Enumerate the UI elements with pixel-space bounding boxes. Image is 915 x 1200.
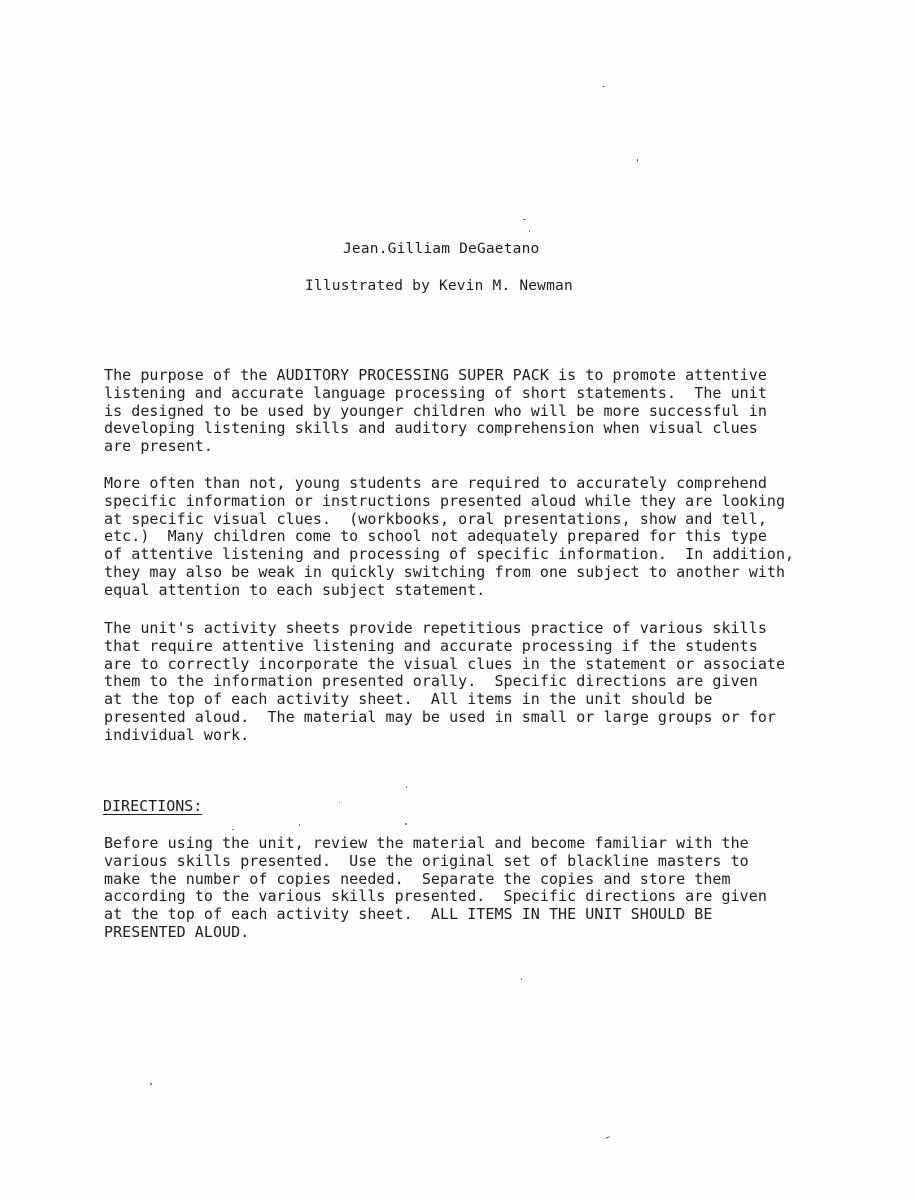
scan-speck [523, 219, 526, 220]
scan-speck [529, 230, 530, 232]
directions-heading: DIRECTIONS: [103, 797, 203, 815]
paragraph-line: make the number of copies needed. Separate the copies and store them [104, 869, 731, 888]
scan-speck [299, 824, 300, 826]
paragraph-line: are to correctly incorporate the visual clues in the statement or associate [104, 654, 786, 673]
paragraph-line: More often than not, young students are required to accurately comprehend [104, 474, 767, 492]
scan-speck [637, 159, 638, 162]
scan-speck [406, 786, 407, 788]
paragraph-line: The unit's activity sheets provide repetitious practice of various skills [104, 619, 767, 637]
paragraph-line: listening and accurate language processing of short statements. The unit [104, 383, 767, 402]
scan-speck [405, 823, 407, 825]
paragraph-line: they may also be weak in quickly switching from one subject to another with [104, 562, 786, 581]
paragraph-background [104, 475, 794, 600]
paragraph-line: PRESENTED ALOUD. [104, 922, 250, 941]
scan-speck [605, 1136, 610, 1139]
paragraph-activity-sheets [104, 620, 785, 745]
illustrator-credit: Illustrated by Kevin M. Newman [305, 278, 573, 294]
paragraph-line: at specific visual clues. (workbooks, oral presentations, show and tell, [104, 509, 767, 528]
paragraph-line: of attentive listening and processing of specific information. In addition, [104, 545, 795, 564]
paragraph-line: The purpose of the AUDITORY PROCESSING SUPER PACK is to promote attentive [104, 366, 767, 384]
paragraph-line: individual work. [104, 725, 250, 744]
author-credit: Jean.Gilliam DeGaetano [343, 241, 540, 257]
scan-speck [232, 829, 234, 830]
paragraph-line: etc.) Many children come to school not adequately prepared for this type [104, 527, 767, 546]
scan-speck [150, 1083, 152, 1085]
paragraph-line: them to the information presented orally. Specific directions are given [104, 672, 758, 691]
paragraph-line: is designed to be used by younger children who will be more successful in [104, 401, 767, 420]
paragraph-line: equal attention to each subject statement. [104, 580, 486, 599]
paragraph-line: at the top of each activity sheet. ALL ITEMS IN THE UNIT SHOULD BE [104, 905, 713, 924]
paragraph-line: that require attentive listening and accurate processing if the students [104, 636, 758, 655]
paragraph-line: according to the various skills presented. Specific directions are given [104, 887, 767, 906]
paragraph-line: presented aloud. The material may be used in small or large groups or for [104, 707, 776, 726]
paragraph-directions [104, 835, 767, 942]
paragraph-line: Before using the unit, review the material and become familiar with the [104, 834, 749, 852]
scan-speck [521, 978, 522, 980]
paragraph-purpose [104, 367, 767, 456]
paragraph-line: are present. [104, 437, 213, 456]
paragraph-line: various skills presented. Use the original set of blackline masters to [104, 851, 749, 870]
scan-speck [339, 802, 340, 803]
paragraph-line: developing listening skills and auditory comprehension when visual clues [104, 419, 758, 438]
paragraph-line: specific information or instructions presented aloud while they are looking [104, 491, 786, 510]
scan-speck [602, 86, 605, 87]
paragraph-line: at the top of each activity sheet. All items in the unit should be [104, 690, 713, 709]
